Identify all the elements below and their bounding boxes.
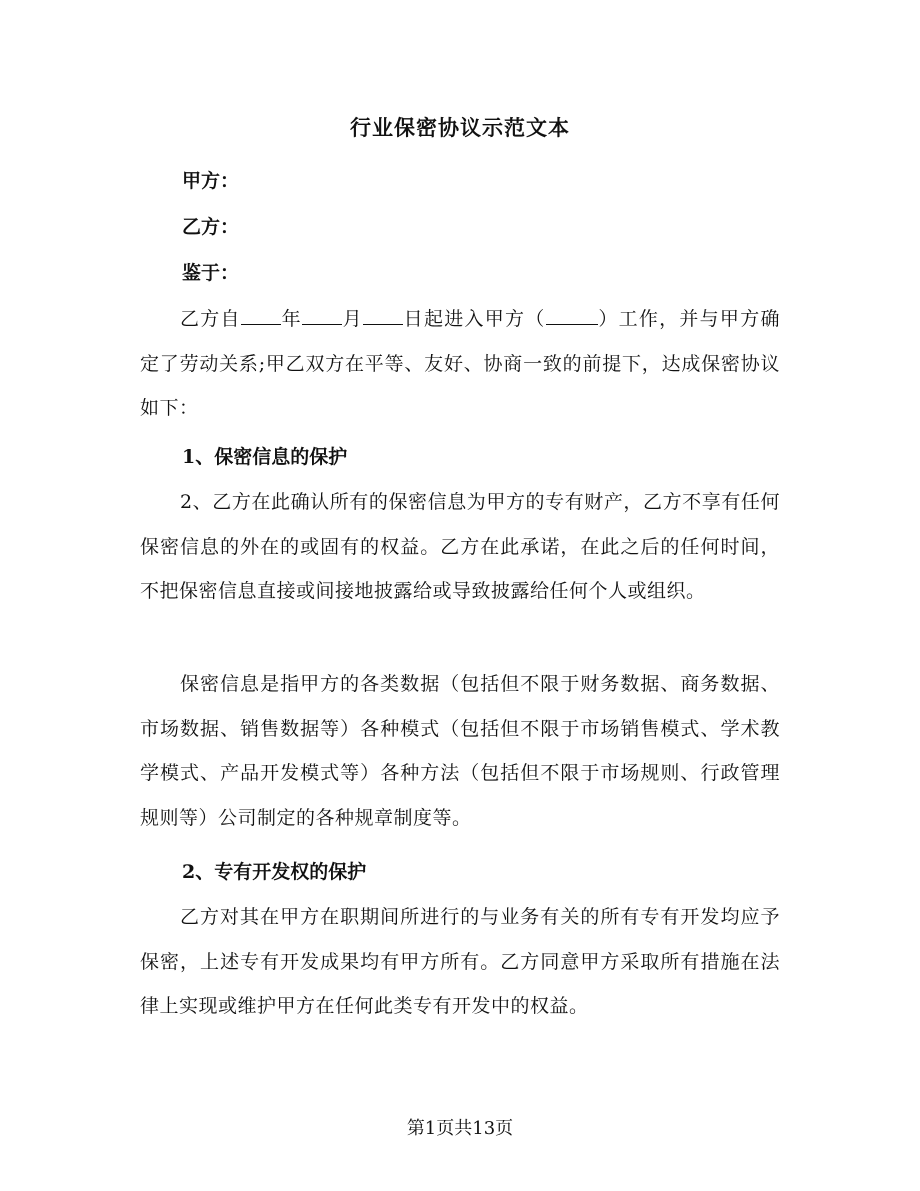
intro-text-4: 日起进入甲方（ [402, 308, 546, 330]
section-1-heading: 1、保密信息的保护 [182, 446, 348, 468]
section-1-paragraph-1: 2、乙方在此确认所有的保密信息为甲方的专有财产，乙方不享有任何保密信息的外在的或固有的权益。乙方在此承诺，在此之后的任何时间，不把保密信息直接或间接地披露给或导致披露给任何个人或组织。 [140, 491, 780, 602]
intro-text-5: ）工作，并与甲方确定了劳动关系;甲乙双方在平等、友好、协商一致的前提下，达成保密协议如下： [140, 308, 780, 419]
intro-text-2: 年 [280, 308, 302, 330]
section-2-heading: 2、专有开发权的保护 [182, 861, 367, 883]
page-number-footer: 第1页共13页 [406, 1118, 514, 1139]
intro-text-3: 月 [341, 308, 363, 330]
section-2-paragraph-1: 乙方对其在甲方在职期间所进行的与业务有关的所有专有开发均应予保密，上述专有开发成果均有甲方所有。乙方同意甲方采取所有措施在法律上实现或维护甲方在任何此类专有开发中的权益。 [140, 906, 780, 1017]
intro-text-1: 乙方自 [180, 308, 241, 330]
section-1-paragraph-2: 保密信息是指甲方的各类数据（包括但不限于财务数据、商务数据、市场数据、销售数据等）各种模式（包括但不限于市场销售模式、学术教学模式、产品开发模式等）各种方法（包括但不限于市场规则、行政管理规则等）公司制定的各种规章制度等。 [140, 673, 780, 829]
blank-day [363, 305, 403, 325]
blank-month [302, 305, 342, 325]
party-a-label: 甲方： [182, 170, 240, 192]
intro-paragraph [140, 297, 780, 431]
whereas-label: 鉴于： [182, 262, 240, 284]
blank-year [241, 305, 281, 325]
document-title: 行业保密协议示范文本 [350, 115, 570, 140]
blank-department [546, 305, 598, 325]
party-b-label: 乙方： [182, 216, 240, 238]
